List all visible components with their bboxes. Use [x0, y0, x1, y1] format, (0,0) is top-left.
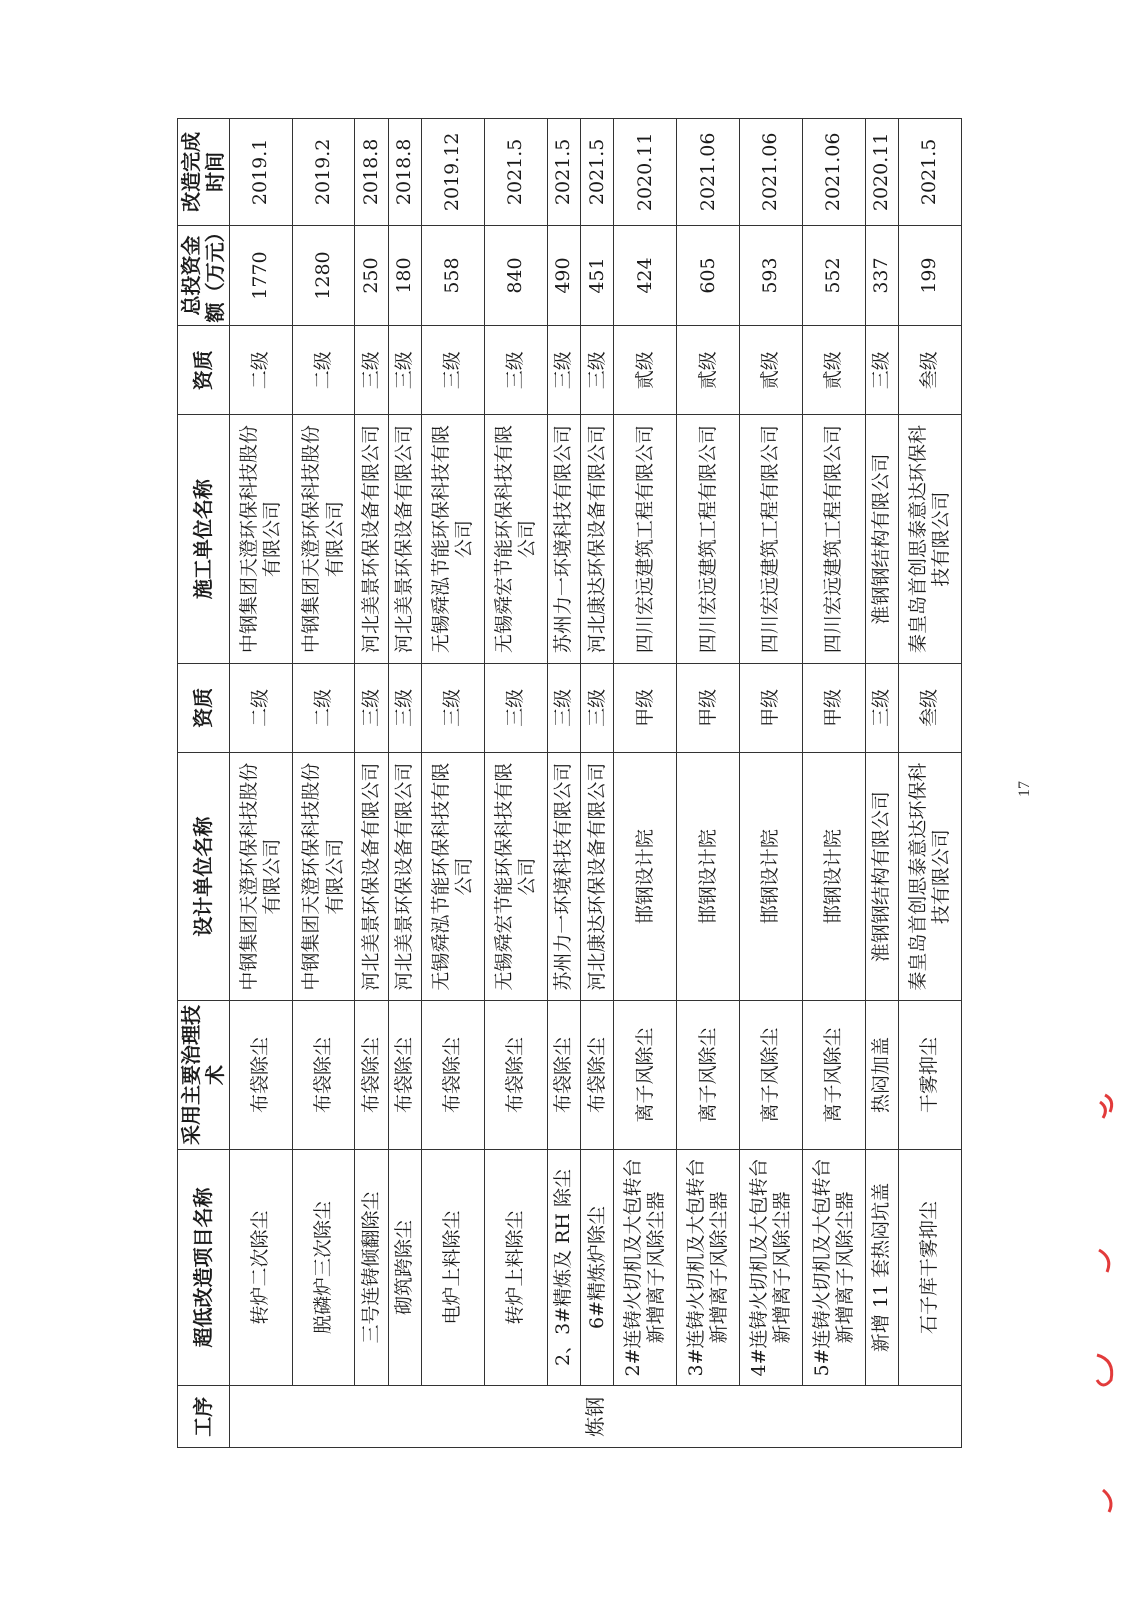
- cell-build-q: 三级: [581, 326, 614, 415]
- table-header-row: [178, 119, 230, 1448]
- cell-project: 5#连铸火切机及大包转台新增离子风除尘器: [802, 1149, 865, 1386]
- column-header: 资质: [178, 326, 230, 415]
- cell-amount: 424: [614, 225, 677, 326]
- cell-design-q: 三级: [547, 663, 580, 752]
- cell-builder: 四川宏远建筑工程有限公司: [740, 415, 803, 664]
- table-row: [292, 119, 355, 1448]
- cell-design-q: 叁级: [899, 663, 962, 752]
- cell-designer: 河北美景环保设备有限公司: [388, 752, 421, 1001]
- cell-time: 2021.06: [677, 119, 740, 226]
- cell-time: 2019.12: [422, 119, 485, 226]
- column-header: 总投资金额（万元）: [178, 225, 230, 326]
- cell-project: 3#连铸火切机及大包转台新增离子风除尘器: [677, 1149, 740, 1386]
- cell-build-q: 叁级: [899, 326, 962, 415]
- cell-build-q: 三级: [422, 326, 485, 415]
- cell-time: 2021.5: [899, 119, 962, 226]
- cell-designer: 邯钢设计院: [614, 752, 677, 1001]
- cell-amount: 180: [388, 225, 421, 326]
- cell-build-q: 贰级: [677, 326, 740, 415]
- rotated-table-container: [177, 118, 962, 1448]
- cell-amount: 490: [547, 225, 580, 326]
- cell-design-q: 甲级: [614, 663, 677, 752]
- column-header: 工序: [178, 1386, 230, 1448]
- cell-design-q: 三级: [355, 663, 388, 752]
- cell-amount: 1280: [292, 225, 355, 326]
- column-header: 改造完成时间: [178, 119, 230, 226]
- cell-design-q: 甲级: [740, 663, 803, 752]
- cell-designer: 邯钢设计院: [677, 752, 740, 1001]
- cell-amount: 1770: [229, 225, 292, 326]
- table-row: [865, 119, 898, 1448]
- cell-build-q: 三级: [547, 326, 580, 415]
- cell-design-q: 甲级: [802, 663, 865, 752]
- cell-designer: 苏州力一环境科技有限公司: [547, 752, 580, 1001]
- cell-amount: 552: [802, 225, 865, 326]
- cell-designer: 河北美景环保设备有限公司: [355, 752, 388, 1001]
- cell-tech: 离子风除尘: [740, 1001, 803, 1149]
- cell-builder: 四川宏远建筑工程有限公司: [677, 415, 740, 664]
- cell-time: 2021.5: [484, 119, 547, 226]
- cell-time: 2019.2: [292, 119, 355, 226]
- cell-design-q: 三级: [422, 663, 485, 752]
- table-row: [740, 119, 803, 1448]
- cell-design-q: 甲级: [677, 663, 740, 752]
- cell-tech: 干雾抑尘: [899, 1001, 962, 1149]
- cell-design-q: 三级: [865, 663, 898, 752]
- cell-time: 2021.5: [581, 119, 614, 226]
- cell-build-q: 三级: [865, 326, 898, 415]
- cell-project: 4#连铸火切机及大包转台新增离子风除尘器: [740, 1149, 803, 1386]
- cell-project: 2、3#精炼及 RH 除尘: [547, 1149, 580, 1386]
- cell-builder: 无锡舜泓节能环保科技有限公司: [422, 415, 485, 664]
- cell-tech: 布袋除尘: [388, 1001, 421, 1149]
- cell-builder: 淮钢钢结构有限公司: [865, 415, 898, 664]
- cell-amount: 199: [899, 225, 962, 326]
- cell-builder: 四川宏远建筑工程有限公司: [614, 415, 677, 664]
- cell-tech: 布袋除尘: [422, 1001, 485, 1149]
- cell-designer: 秦皇岛首创思泰意达环保科技有限公司: [899, 752, 962, 1001]
- column-header: 设计单位名称: [178, 752, 230, 1001]
- table-row: [388, 119, 421, 1448]
- cell-time: 2021.06: [740, 119, 803, 226]
- cell-tech: 布袋除尘: [581, 1001, 614, 1149]
- cell-builder: 中钢集团天澄环保科技股份有限公司: [292, 415, 355, 664]
- cell-tech: 离子风除尘: [614, 1001, 677, 1149]
- cell-builder: 苏州力一环境科技有限公司: [547, 415, 580, 664]
- table-row: [422, 119, 485, 1448]
- table-row: [355, 119, 388, 1448]
- column-header: 施工单位名称: [178, 415, 230, 664]
- red-stamp-fragment: [1085, 1090, 1125, 1520]
- cell-build-q: 二级: [292, 326, 355, 415]
- cell-time: 2020.11: [865, 119, 898, 226]
- cell-design-q: 三级: [484, 663, 547, 752]
- table-row: [581, 119, 614, 1448]
- cell-time: 2020.11: [614, 119, 677, 226]
- cell-designer: 邯钢设计院: [802, 752, 865, 1001]
- process-cell: 炼钢: [229, 1386, 961, 1448]
- cell-design-q: 三级: [581, 663, 614, 752]
- cell-tech: 布袋除尘: [547, 1001, 580, 1149]
- cell-design-q: 二级: [292, 663, 355, 752]
- cell-designer: 无锡舜宏节能环保科技有限公司: [484, 752, 547, 1001]
- cell-tech: 布袋除尘: [229, 1001, 292, 1149]
- table-row: [484, 119, 547, 1448]
- cell-builder: 河北美景环保设备有限公司: [355, 415, 388, 664]
- cell-tech: 离子风除尘: [802, 1001, 865, 1149]
- cell-tech: 离子风除尘: [677, 1001, 740, 1149]
- cell-build-q: 贰级: [802, 326, 865, 415]
- cell-builder: 河北康达环保设备有限公司: [581, 415, 614, 664]
- cell-tech: 布袋除尘: [355, 1001, 388, 1149]
- cell-time: 2019.1: [229, 119, 292, 226]
- cell-tech: 热闷加盖: [865, 1001, 898, 1149]
- cell-build-q: 二级: [229, 326, 292, 415]
- cell-amount: 605: [677, 225, 740, 326]
- cell-project: 6#精炼炉除尘: [581, 1149, 614, 1386]
- table-row: [614, 119, 677, 1448]
- cell-project: 脱磷炉三次除尘: [292, 1149, 355, 1386]
- table-body: [229, 119, 961, 1448]
- column-header: 采用主要治理技术: [178, 1001, 230, 1149]
- cell-designer: 无锡舜泓节能环保科技有限公司: [422, 752, 485, 1001]
- cell-tech: 布袋除尘: [484, 1001, 547, 1149]
- cell-project: 转炉二次除尘: [229, 1149, 292, 1386]
- column-header: 超低改造项目名称: [178, 1149, 230, 1386]
- cell-build-q: 三级: [484, 326, 547, 415]
- table-row: [802, 119, 865, 1448]
- cell-tech: 布袋除尘: [292, 1001, 355, 1149]
- cell-project: 三号连铸倾翻除尘: [355, 1149, 388, 1386]
- cell-project: 电炉上料除尘: [422, 1149, 485, 1386]
- cell-amount: 593: [740, 225, 803, 326]
- cell-designer: 淮钢钢结构有限公司: [865, 752, 898, 1001]
- cell-amount: 451: [581, 225, 614, 326]
- cell-project: 转炉上料除尘: [484, 1149, 547, 1386]
- cell-time: 2018.8: [355, 119, 388, 226]
- cell-design-q: 二级: [229, 663, 292, 752]
- cell-amount: 558: [422, 225, 485, 326]
- cell-project: 新增 11 套热闷坑盖: [865, 1149, 898, 1386]
- cell-time: 2021.06: [802, 119, 865, 226]
- table-row: [547, 119, 580, 1448]
- column-header: 资质: [178, 663, 230, 752]
- cell-project: 砌筑跨除尘: [388, 1149, 421, 1386]
- cell-amount: 840: [484, 225, 547, 326]
- cell-build-q: 三级: [388, 326, 421, 415]
- table-row: [899, 119, 962, 1448]
- cell-designer: 中钢集团天澄环保科技股份有限公司: [229, 752, 292, 1001]
- cell-designer: 河北康达环保设备有限公司: [581, 752, 614, 1001]
- cell-time: 2018.8: [388, 119, 421, 226]
- cell-project: 2#连铸火切机及大包转台新增离子风除尘器: [614, 1149, 677, 1386]
- cell-project: 石子库干雾抑尘: [899, 1149, 962, 1386]
- cell-builder: 无锡舜宏节能环保科技有限公司: [484, 415, 547, 664]
- table-row: [229, 119, 292, 1448]
- cell-design-q: 三级: [388, 663, 421, 752]
- table-row: [677, 119, 740, 1448]
- cell-designer: 中钢集团天澄环保科技股份有限公司: [292, 752, 355, 1001]
- cell-builder: 中钢集团天澄环保科技股份有限公司: [229, 415, 292, 664]
- cell-builder: 四川宏远建筑工程有限公司: [802, 415, 865, 664]
- cell-build-q: 贰级: [740, 326, 803, 415]
- cell-amount: 337: [865, 225, 898, 326]
- project-table: [177, 118, 962, 1448]
- cell-time: 2021.5: [547, 119, 580, 226]
- cell-designer: 邯钢设计院: [740, 752, 803, 1001]
- cell-amount: 250: [355, 225, 388, 326]
- cell-builder: 秦皇岛首创思泰意达环保科技有限公司: [899, 415, 962, 664]
- page-number: 17: [1016, 781, 1033, 797]
- cell-build-q: 三级: [355, 326, 388, 415]
- cell-build-q: 贰级: [614, 326, 677, 415]
- cell-builder: 河北美景环保设备有限公司: [388, 415, 421, 664]
